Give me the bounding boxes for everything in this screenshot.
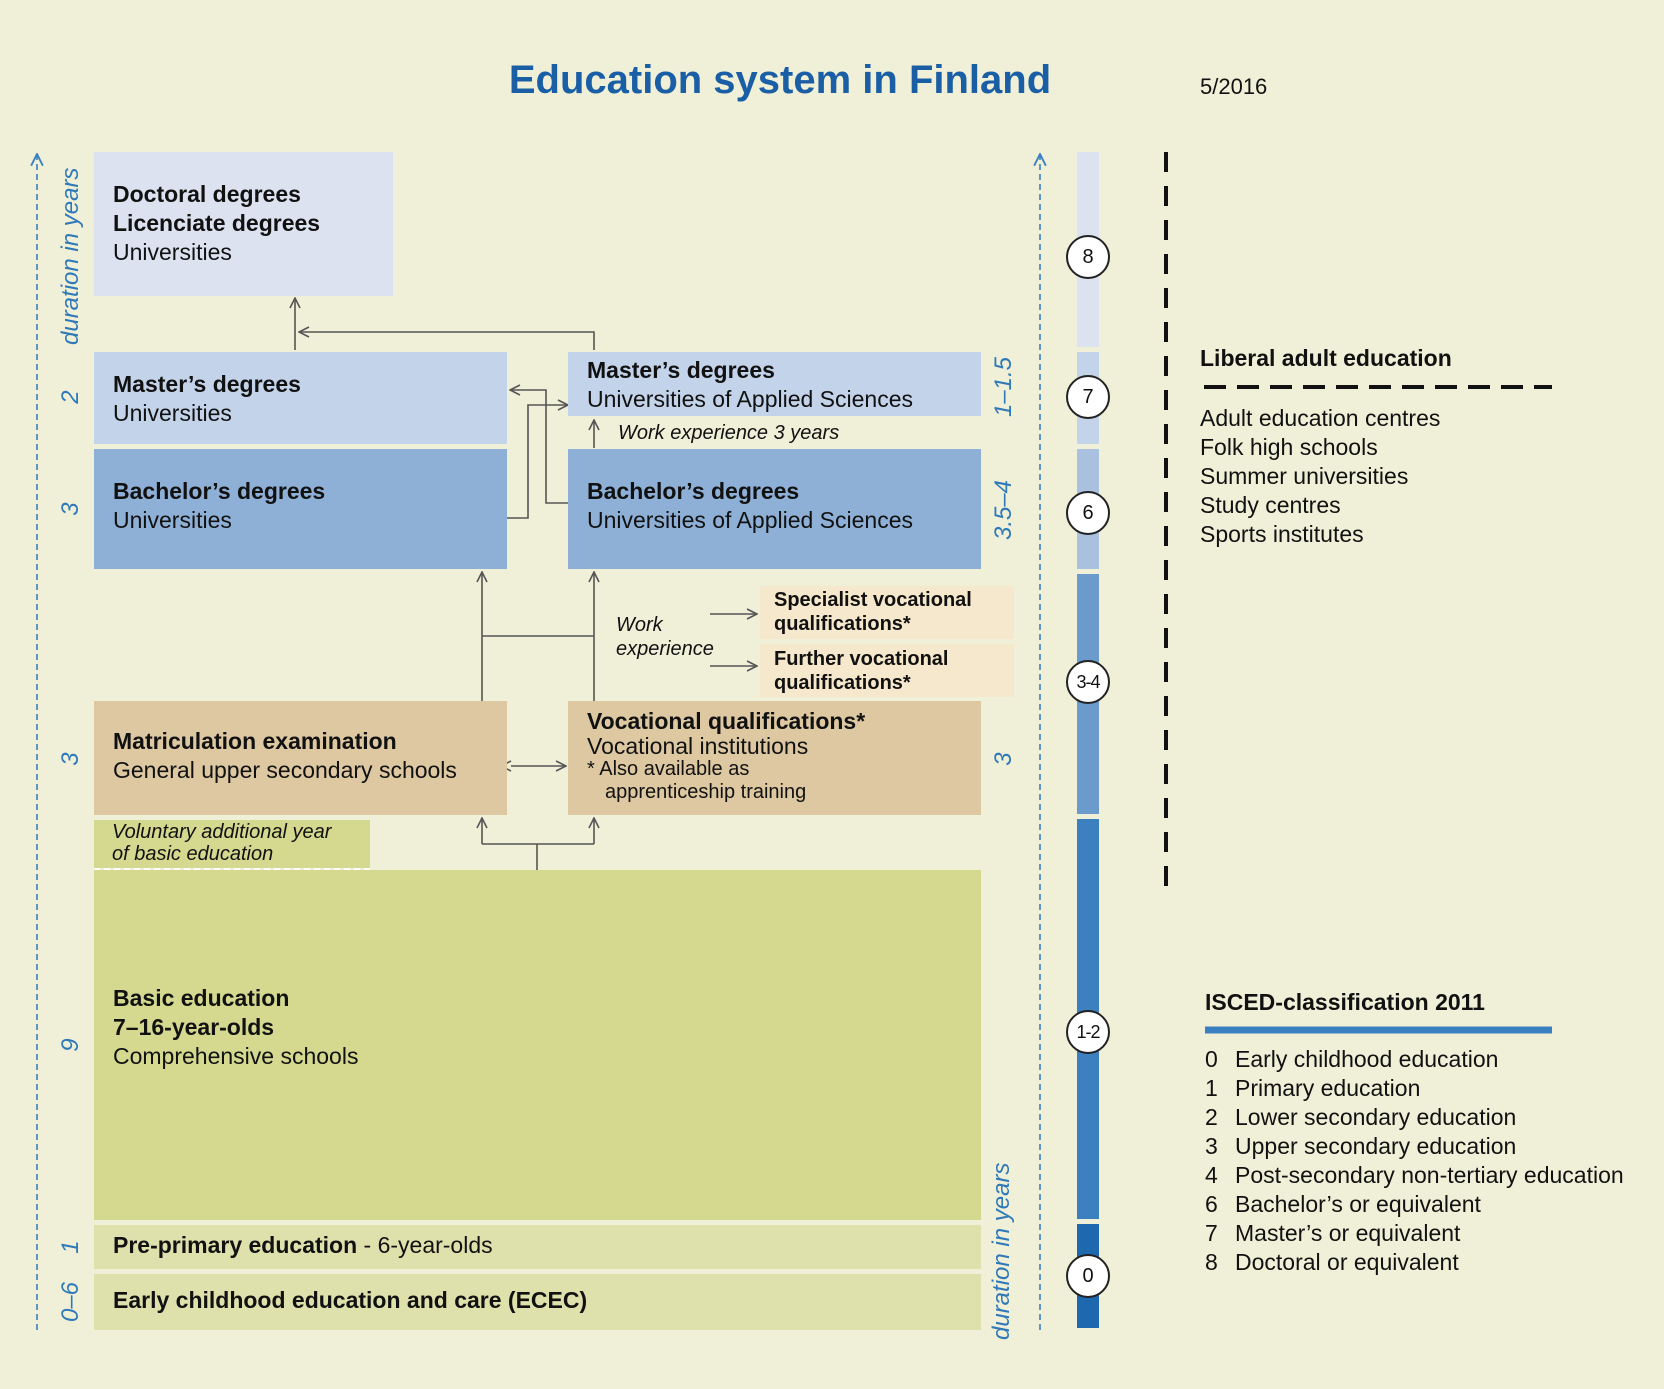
specialist-vocational-box — [760, 586, 1014, 639]
liberal-item: Study centres — [1200, 492, 1341, 518]
masters-university-box — [94, 352, 507, 444]
bachelors-university-title: Bachelor’s degrees — [113, 478, 326, 504]
bachelors-university-institution: Universities — [113, 507, 232, 533]
duration-masters-uas: 1–1.5 — [990, 356, 1017, 418]
bachelors-uas-box — [568, 449, 981, 569]
masters-uas-institution: Universities of Applied Sciences — [587, 386, 913, 412]
matriculation-box — [94, 701, 507, 815]
doctoral-title: Doctoral degrees — [113, 181, 301, 207]
bachelors-uas-institution: Universities of Applied Sciences — [587, 507, 913, 533]
basic-education-institution: Comprehensive schools — [113, 1043, 359, 1069]
isced-item — [1205, 1045, 1624, 1074]
specialist-line2: qualifications* — [774, 613, 911, 635]
isced-code: 8 — [1205, 1249, 1218, 1275]
isced-code: 7 — [1205, 1220, 1218, 1246]
duration-basic: 9 — [57, 1038, 84, 1052]
isced-label: Master’s or equivalent — [1235, 1220, 1461, 1246]
vocational-note-2: apprenticeship training — [605, 781, 807, 803]
isced-badge-6: 6 — [1066, 491, 1110, 535]
isced-item — [1205, 1103, 1624, 1132]
further-line1: Further vocational — [774, 648, 949, 670]
basic-education-ages: 7–16-year-olds — [113, 1014, 275, 1040]
isced-badge-3-4: 3-4 — [1066, 660, 1110, 704]
duration-upper-secondary: 3 — [57, 752, 84, 766]
voluntary-year-box — [94, 820, 370, 868]
bachelors-university-box — [94, 449, 507, 569]
liberal-item: Folk high schools — [1200, 434, 1378, 460]
vocational-box — [568, 701, 981, 815]
duration-masters-uni: 2 — [57, 390, 84, 404]
isced-label: Upper secondary education — [1235, 1133, 1517, 1159]
left-axis-label: duration in years — [57, 167, 84, 345]
voluntary-line2: of basic education — [112, 843, 274, 865]
isced-label: Primary education — [1235, 1075, 1421, 1101]
isced-code: 6 — [1205, 1191, 1218, 1217]
isced-heading: ISCED-classification 2011 — [1205, 989, 1485, 1015]
bachelors-uas-title: Bachelor’s degrees — [587, 478, 800, 504]
ecec-title: Early childhood education and care (ECEC) — [113, 1287, 588, 1313]
isced-label: Doctoral or equivalent — [1235, 1249, 1459, 1275]
liberal-item: Sports institutes — [1200, 521, 1364, 547]
basic-education-title: Basic education — [113, 985, 290, 1011]
isced-item — [1205, 1248, 1624, 1277]
doctoral-box — [94, 152, 393, 296]
ecec-box — [94, 1274, 981, 1330]
masters-uas-title: Master’s degrees — [587, 357, 775, 383]
isced-label: Bachelor’s or equivalent — [1235, 1191, 1481, 1217]
isced-badge-0: 0 — [1066, 1254, 1110, 1298]
isced-code: 1 — [1205, 1075, 1218, 1101]
work-experience-label — [616, 613, 714, 661]
duration-vocational: 3 — [990, 752, 1017, 766]
isced-code: 4 — [1205, 1162, 1218, 1188]
further-vocational-box — [760, 644, 1014, 697]
isced-item — [1205, 1074, 1624, 1103]
right-axis-label: duration in years — [988, 1162, 1015, 1340]
basic-education-box — [94, 870, 981, 1220]
isced-item — [1205, 1132, 1624, 1161]
work-experience-3-years: Work experience 3 years — [618, 422, 840, 444]
pre-primary-ages: - 6-year-olds — [357, 1232, 493, 1258]
masters-uas-box — [568, 352, 981, 416]
isced-label: Lower secondary education — [1235, 1104, 1517, 1130]
matriculation-title: Matriculation examination — [113, 728, 397, 754]
isced-item — [1205, 1161, 1624, 1190]
duration-pre-primary: 1 — [57, 1240, 84, 1254]
isced-code: 3 — [1205, 1133, 1218, 1159]
liberal-list — [1200, 404, 1440, 549]
further-line2: qualifications* — [774, 672, 911, 694]
licenciate-title: Licenciate degrees — [113, 210, 321, 236]
specialist-line1: Specialist vocational — [774, 589, 972, 611]
isced-badge-7: 7 — [1066, 375, 1110, 419]
pre-primary-box — [94, 1225, 981, 1269]
vocational-institution: Vocational institutions — [587, 733, 809, 759]
isced-list — [1205, 1045, 1624, 1277]
voluntary-line1: Voluntary additional year — [112, 821, 332, 843]
work-experience-line2: experience — [616, 638, 714, 660]
liberal-item: Summer universities — [1200, 463, 1409, 489]
liberal-item: Adult education centres — [1200, 405, 1441, 431]
isced-badge-1-2: 1-2 — [1066, 1010, 1110, 1054]
date-label: 5/2016 — [1200, 74, 1268, 99]
isced-item — [1205, 1219, 1624, 1248]
masters-university-title: Master’s degrees — [113, 371, 301, 397]
isced-code: 2 — [1205, 1104, 1218, 1130]
isced-label: Post-secondary non-tertiary education — [1235, 1162, 1624, 1188]
duration-ecec: 0–6 — [57, 1281, 84, 1323]
isced-label: Early childhood education — [1235, 1046, 1499, 1072]
isced-badge-8: 8 — [1066, 235, 1110, 279]
matriculation-institution: General upper secondary schools — [113, 757, 457, 783]
duration-bachelors-uas: 3.5–4 — [990, 479, 1017, 541]
isced-item — [1205, 1190, 1624, 1219]
vocational-note-1: * Also available as — [587, 758, 750, 780]
liberal-heading: Liberal adult education — [1200, 345, 1452, 371]
pre-primary-title: Pre-primary education — [113, 1232, 358, 1258]
doctoral-institution: Universities — [113, 239, 232, 265]
isced-code: 0 — [1205, 1046, 1218, 1072]
vocational-title: Vocational qualifications* — [587, 708, 866, 734]
page-title: Education system in Finland — [508, 58, 1052, 102]
masters-university-institution: Universities — [113, 400, 232, 426]
work-experience-line1: Work — [616, 614, 663, 636]
duration-bachelors-uni: 3 — [57, 502, 84, 516]
